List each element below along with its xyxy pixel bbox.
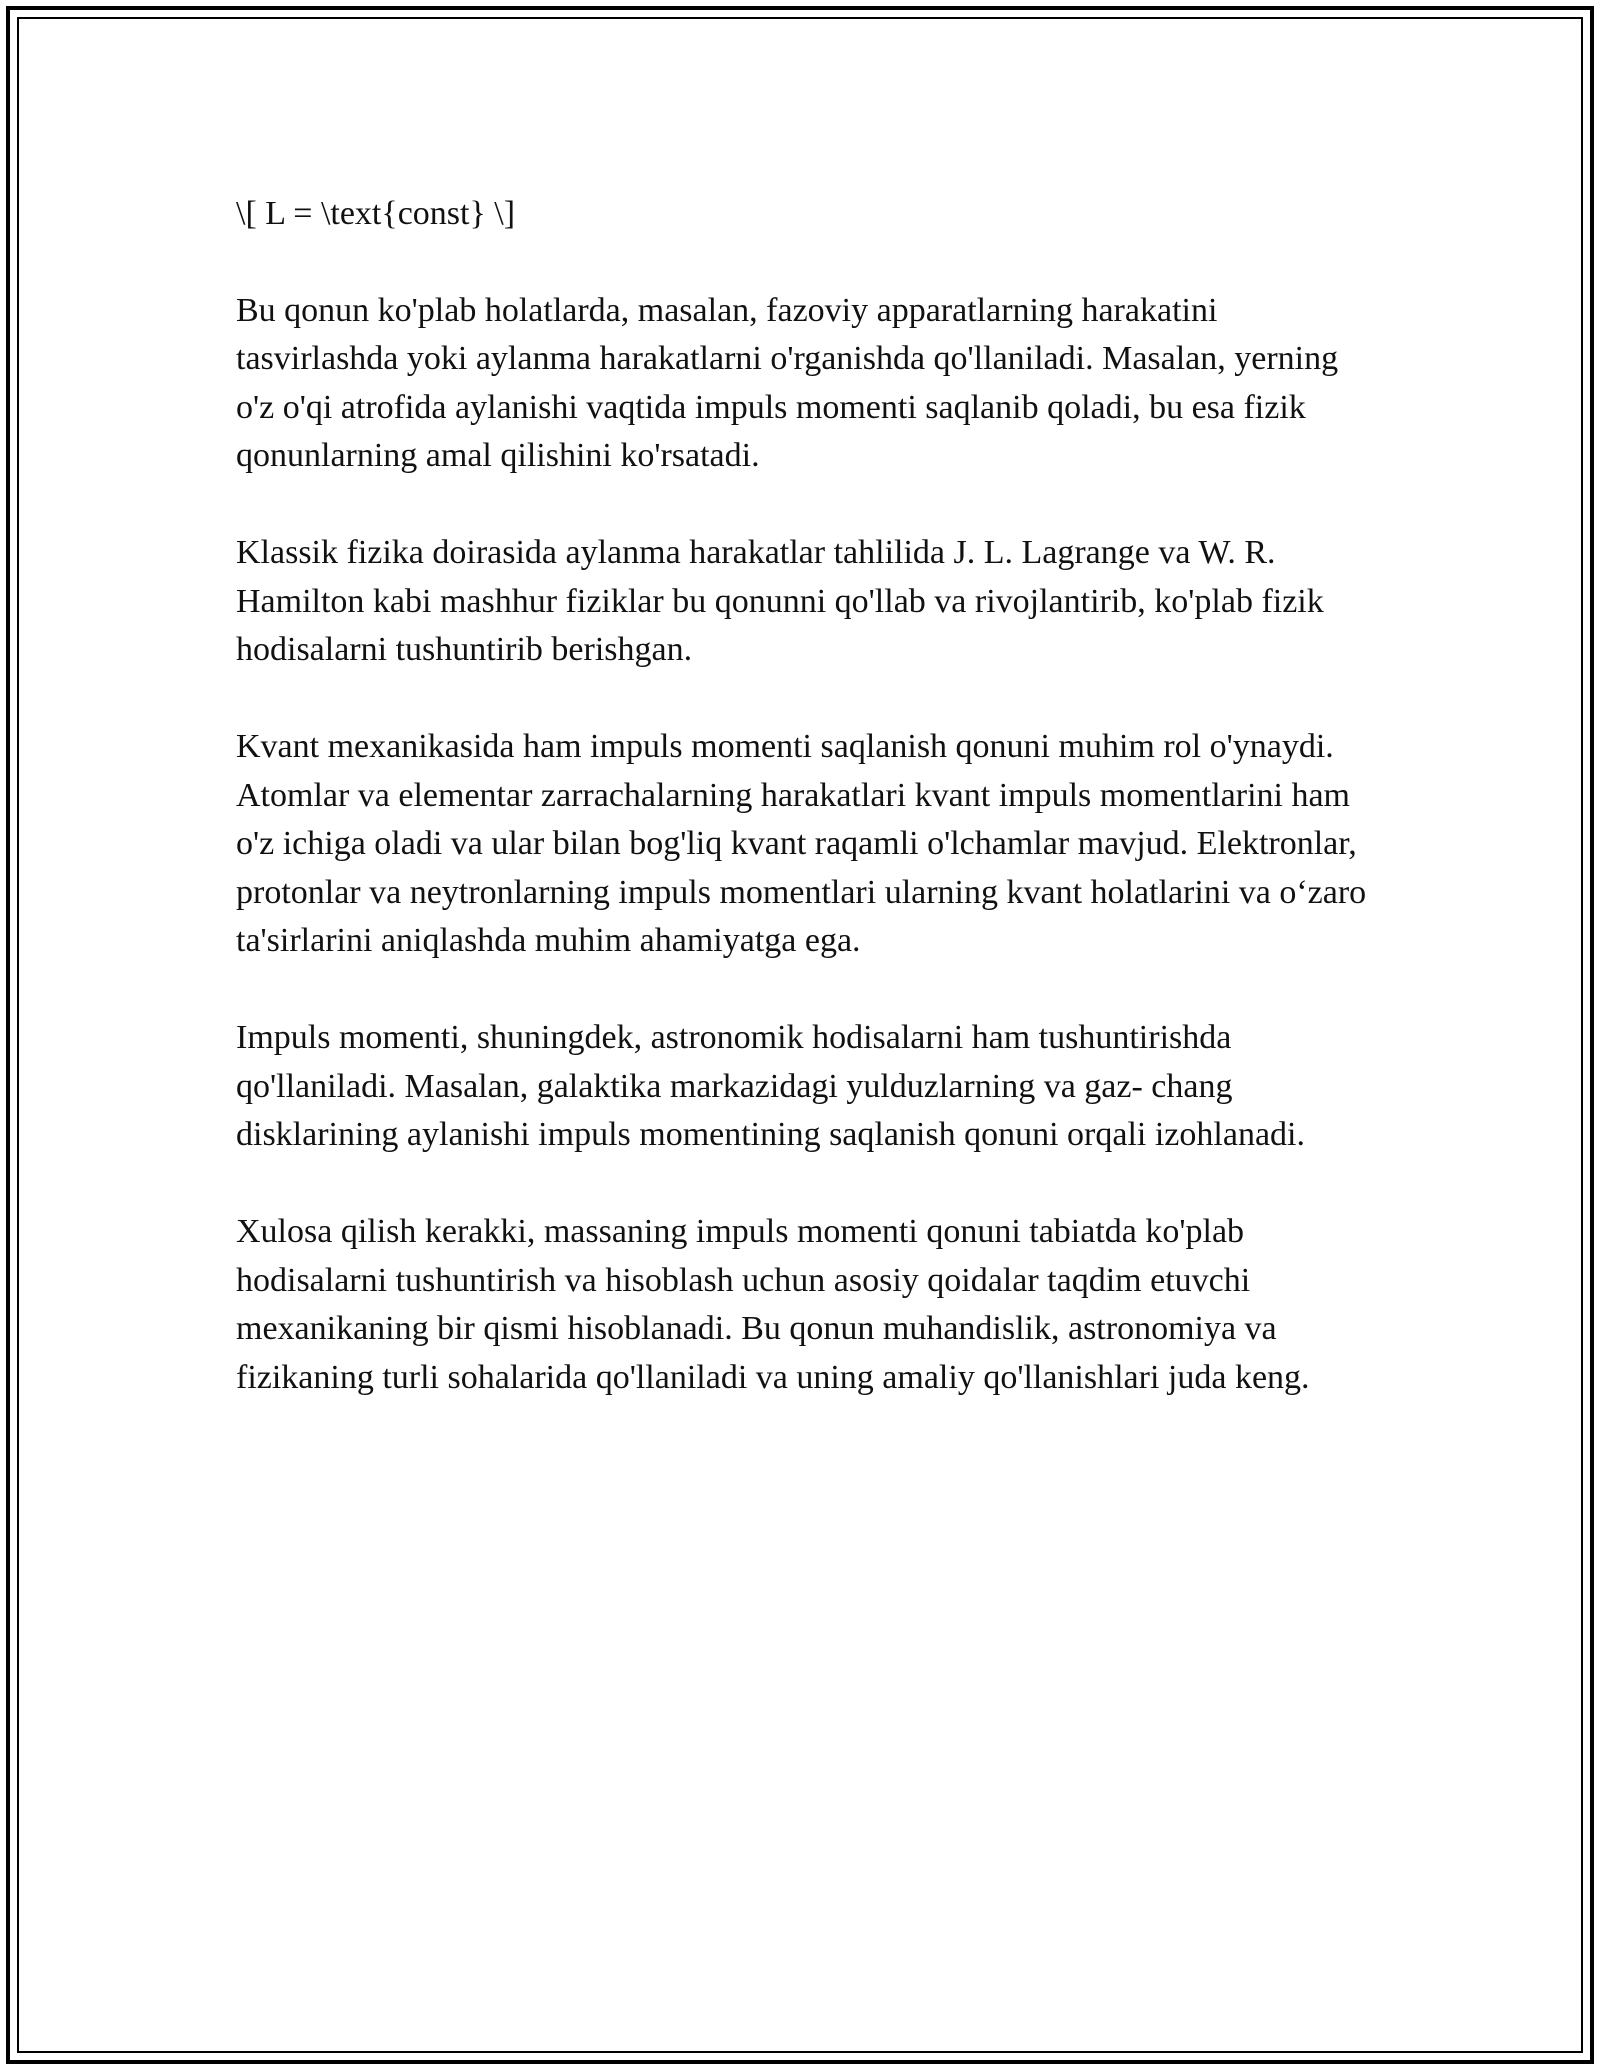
paragraph-conservation-applications: Bu qonun ko'plab holatlarda, masalan, fazoviy apparatlarning harakatini tasvirlashda yoki aylanma harakatlarni o'rganishda qo'llaniladi. Masalan, yerning o'z o'qi atrofida aylanishi vaqtida impuls momenti saqlanib qoladi, bu esa fizik qonunlarning amal qilishini ko'rsatadi. bbox=[236, 291, 1339, 474]
paragraph-conclusion: Xulosa qilish kerakki, massaning impuls momenti qonuni tabiatda ko'plab hodisalarni tushuntirish va hisoblash uchun asosiy qoidalar taqdim etuvchi mexanikaning bir qismi hisoblanadi. Bu qonun muhandislik, astronomiya va fizikaning turli sohalarida qo'llaniladi va uning amaliy qo'llanishlari juda keng. bbox=[236, 1213, 1310, 1396]
document-body bbox=[236, 190, 1376, 1451]
paragraph-classical-physics: Klassik fizika doirasida aylanma harakatlar tahlilida J. L. Lagrange va W. R. Hamilton kabi mashhur fiziklar bu qonunni qo'llab va rivojlantirib, ko'plab fizik hodisalarni tushuntirib berishgan. bbox=[236, 534, 1324, 668]
paragraph-astronomy: Impuls momenti, shuningdek, astronomik hodisalarni ham tushuntirishda qo'llaniladi. Masalan, galaktika markazidagi yulduzlarning va gaz- chang disklarining aylanishi impuls momentining saqlanish qonuni orqali izohlanadi. bbox=[236, 1019, 1305, 1153]
formula-line: \[ L = \text{const} \] bbox=[236, 195, 516, 232]
paragraph-quantum-mechanics: Kvant mexanikasida ham impuls momenti saqlanish qonuni muhim rol o'ynaydi. Atomlar va elementar zarrachalarning harakatlari kvant impuls momentlarini ham o'z ichiga oladi va ular bilan bog'liq kvant raqamli o'lchamlar mavjud. Elektronlar, protonlar va neytronlarning impuls momentlari ularning kvant holatlarini va o‘zaro ta'sirlarini aniqlashda muhim ahamiyatga ega. bbox=[236, 728, 1367, 959]
